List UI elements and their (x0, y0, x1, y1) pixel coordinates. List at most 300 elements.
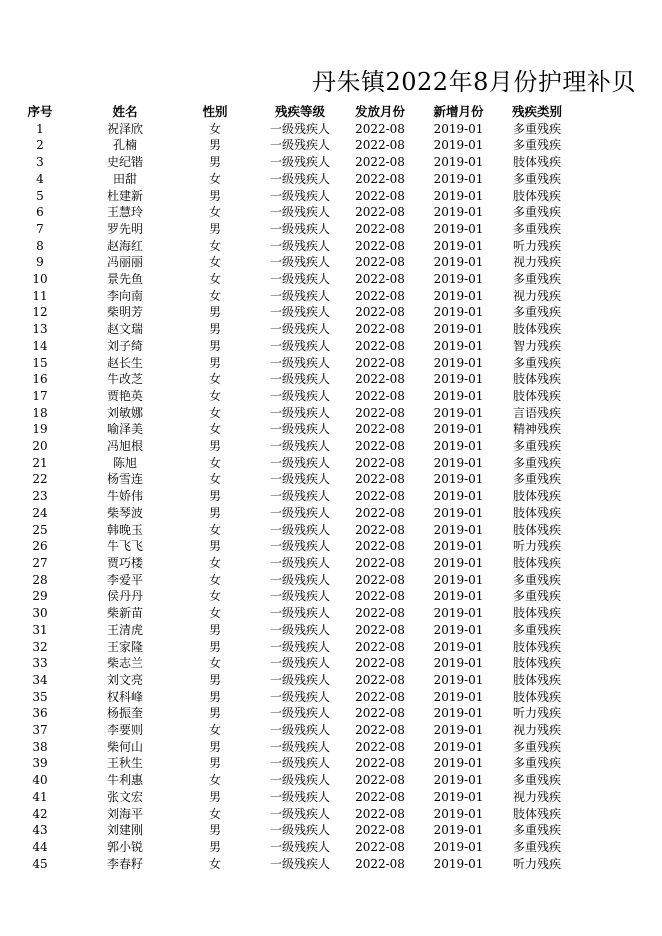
cell-added-month: 2019-01 (433, 405, 484, 420)
cell-index: 21 (32, 455, 48, 470)
table-row (0, 188, 577, 205)
cell-payment-month: 2022-08 (355, 622, 405, 637)
cell-payment-month: 2022-08 (355, 439, 405, 454)
cell-disability-level: 一级残疾人 (269, 706, 330, 721)
table-row (0, 204, 577, 221)
cell-added-month: 2019-01 (433, 455, 484, 470)
cell-payment-month: 2022-08 (355, 322, 405, 337)
cell-disability-type: 视力残疾 (512, 288, 561, 303)
cell-gender: 女 (208, 405, 221, 420)
cell-gender: 男 (208, 322, 221, 337)
cell-gender: 男 (208, 622, 221, 637)
cell-disability-type: 肢体残疾 (512, 505, 561, 520)
cell-name: 刘文亮 (106, 672, 143, 687)
cell-payment-month: 2022-08 (355, 388, 405, 403)
cell-name: 赵海红 (106, 238, 143, 253)
cell-disability-level: 一级残疾人 (269, 572, 330, 587)
cell-name: 史纪锴 (106, 155, 143, 170)
cell-payment-month: 2022-08 (355, 455, 405, 470)
cell-name: 罗先明 (106, 221, 143, 236)
cell-payment-month: 2022-08 (355, 205, 405, 220)
table-row (0, 321, 577, 338)
cell-disability-level: 一级残疾人 (269, 405, 330, 420)
cell-disability-type: 肢体残疾 (512, 522, 561, 537)
cell-disability-level: 一级残疾人 (269, 539, 330, 554)
table-row (0, 338, 577, 355)
cell-index: 32 (32, 639, 48, 654)
cell-added-month: 2019-01 (433, 639, 484, 654)
cell-disability-level: 一级残疾人 (269, 806, 330, 821)
cell-added-month: 2019-01 (433, 723, 484, 738)
cell-payment-month: 2022-08 (355, 572, 405, 587)
cell-disability-type: 多重残疾 (512, 773, 561, 788)
column-header-index: 序号 (27, 104, 53, 119)
cell-gender: 男 (208, 706, 221, 721)
table-row (0, 655, 577, 672)
cell-index: 17 (32, 388, 48, 403)
cell-index: 6 (36, 205, 44, 220)
cell-index: 36 (32, 706, 48, 721)
cell-gender: 女 (208, 171, 221, 186)
table-row (0, 488, 577, 505)
cell-name: 刘建刚 (106, 823, 143, 838)
cell-disability-type: 肢体残疾 (512, 689, 561, 704)
cell-added-month: 2019-01 (433, 672, 484, 687)
cell-added-month: 2019-01 (433, 171, 484, 186)
cell-disability-type: 听力残疾 (512, 856, 561, 871)
cell-name: 王清虎 (106, 622, 143, 637)
cell-name: 喻泽美 (106, 422, 143, 437)
cell-disability-level: 一级残疾人 (269, 305, 330, 320)
cell-gender: 女 (208, 856, 221, 871)
cell-disability-type: 多重残疾 (512, 472, 561, 487)
cell-disability-level: 一级残疾人 (269, 823, 330, 838)
cell-added-month: 2019-01 (433, 739, 484, 754)
document-title: 丹朱镇2022年8月份护理补贝 (312, 68, 636, 96)
cell-disability-type: 肢体残疾 (512, 656, 561, 671)
cell-disability-type: 听力残疾 (512, 706, 561, 721)
cell-gender: 女 (208, 255, 221, 270)
cell-disability-type: 多重残疾 (512, 272, 561, 287)
cell-disability-type: 多重残疾 (512, 355, 561, 370)
cell-payment-month: 2022-08 (355, 823, 405, 838)
table-row (0, 154, 577, 171)
cell-name: 赵长生 (106, 355, 143, 370)
cell-added-month: 2019-01 (433, 288, 484, 303)
cell-added-month: 2019-01 (433, 539, 484, 554)
cell-name: 冯旭根 (106, 439, 143, 454)
cell-index: 15 (32, 355, 48, 370)
cell-name: 牛飞飞 (106, 539, 143, 554)
cell-added-month: 2019-01 (433, 355, 484, 370)
cell-gender: 女 (208, 522, 221, 537)
cell-gender: 男 (208, 689, 221, 704)
cell-payment-month: 2022-08 (355, 272, 405, 287)
cell-gender: 女 (208, 472, 221, 487)
cell-name: 李爱平 (106, 572, 143, 587)
cell-gender: 女 (208, 656, 221, 671)
cell-name: 柴新苗 (106, 606, 143, 621)
cell-index: 10 (32, 272, 48, 287)
cell-disability-level: 一级残疾人 (269, 622, 330, 637)
cell-disability-type: 多重残疾 (512, 205, 561, 220)
table-row (0, 672, 577, 689)
table-row (0, 639, 577, 656)
cell-payment-month: 2022-08 (355, 155, 405, 170)
cell-disability-level: 一级残疾人 (269, 773, 330, 788)
cell-added-month: 2019-01 (433, 706, 484, 721)
table-row (0, 588, 577, 605)
cell-index: 42 (32, 806, 48, 821)
table-row (0, 822, 577, 839)
cell-payment-month: 2022-08 (355, 372, 405, 387)
cell-disability-type: 多重残疾 (512, 823, 561, 838)
cell-name: 韩晚玉 (106, 522, 143, 537)
cell-gender: 男 (208, 639, 221, 654)
cell-disability-type: 多重残疾 (512, 622, 561, 637)
cell-added-month: 2019-01 (433, 806, 484, 821)
cell-disability-type: 视力残疾 (512, 255, 561, 270)
cell-disability-level: 一级残疾人 (269, 489, 330, 504)
cell-gender: 男 (208, 188, 221, 203)
cell-name: 刘海平 (106, 806, 143, 821)
cell-gender: 男 (208, 155, 221, 170)
cell-gender: 女 (208, 589, 221, 604)
cell-name: 侯丹丹 (106, 589, 143, 604)
table-row (0, 238, 577, 255)
cell-disability-level: 一级残疾人 (269, 589, 330, 604)
cell-index: 43 (32, 823, 48, 838)
cell-index: 4 (36, 171, 44, 186)
cell-gender: 男 (208, 789, 221, 804)
cell-payment-month: 2022-08 (355, 522, 405, 537)
table-row (0, 689, 577, 706)
table-row (0, 522, 577, 539)
cell-payment-month: 2022-08 (355, 723, 405, 738)
cell-added-month: 2019-01 (433, 238, 484, 253)
cell-added-month: 2019-01 (433, 155, 484, 170)
cell-gender: 女 (208, 372, 221, 387)
cell-index: 37 (32, 723, 48, 738)
cell-added-month: 2019-01 (433, 489, 484, 504)
cell-added-month: 2019-01 (433, 839, 484, 854)
cell-payment-month: 2022-08 (355, 171, 405, 186)
header-row (0, 104, 577, 121)
cell-disability-level: 一级残疾人 (269, 505, 330, 520)
cell-index: 35 (32, 689, 48, 704)
cell-disability-type: 多重残疾 (512, 739, 561, 754)
cell-name: 赵文瑞 (106, 322, 143, 337)
cell-name: 李春籽 (106, 856, 143, 871)
table-row (0, 705, 577, 722)
column-header-gender: 性别 (202, 104, 228, 119)
cell-gender: 女 (208, 606, 221, 621)
cell-disability-type: 视力残疾 (512, 723, 561, 738)
cell-disability-level: 一级残疾人 (269, 355, 330, 370)
cell-payment-month: 2022-08 (355, 856, 405, 871)
cell-name: 杨振奎 (106, 706, 143, 721)
cell-disability-type: 多重残疾 (512, 439, 561, 454)
cell-name: 郭小锐 (106, 839, 143, 854)
cell-gender: 男 (208, 539, 221, 554)
cell-index: 8 (36, 238, 44, 253)
cell-disability-type: 多重残疾 (512, 839, 561, 854)
cell-payment-month: 2022-08 (355, 405, 405, 420)
cell-disability-type: 肢体残疾 (512, 322, 561, 337)
cell-name: 孔楠 (112, 138, 137, 153)
cell-gender: 女 (208, 272, 221, 287)
cell-name: 田甜 (112, 171, 137, 186)
cell-disability-level: 一级残疾人 (269, 388, 330, 403)
cell-payment-month: 2022-08 (355, 338, 405, 353)
cell-payment-month: 2022-08 (355, 255, 405, 270)
cell-disability-level: 一级残疾人 (269, 739, 330, 754)
cell-payment-month: 2022-08 (355, 639, 405, 654)
table-row (0, 304, 577, 321)
table-row (0, 421, 577, 438)
cell-name: 贾巧楼 (106, 555, 143, 570)
table-row (0, 722, 577, 739)
cell-name: 柴琴波 (106, 505, 143, 520)
recipient-table (0, 104, 577, 872)
cell-disability-level: 一级残疾人 (269, 272, 330, 287)
cell-disability-type: 多重残疾 (512, 171, 561, 186)
cell-disability-level: 一级残疾人 (269, 723, 330, 738)
cell-index: 12 (32, 305, 48, 320)
cell-index: 40 (32, 773, 48, 788)
cell-gender: 女 (208, 121, 221, 136)
cell-name: 柴何山 (106, 739, 143, 754)
cell-disability-type: 多重残疾 (512, 572, 561, 587)
cell-payment-month: 2022-08 (355, 121, 405, 136)
cell-payment-month: 2022-08 (355, 188, 405, 203)
table-row (0, 355, 577, 372)
table-row (0, 605, 577, 622)
cell-index: 5 (36, 188, 44, 203)
cell-disability-level: 一级残疾人 (269, 639, 330, 654)
cell-index: 18 (32, 405, 48, 420)
cell-payment-month: 2022-08 (355, 422, 405, 437)
cell-disability-level: 一级残疾人 (269, 205, 330, 220)
cell-name: 冯丽丽 (106, 255, 143, 270)
cell-disability-level: 一级残疾人 (269, 672, 330, 687)
cell-gender: 男 (208, 355, 221, 370)
cell-disability-level: 一级残疾人 (269, 155, 330, 170)
cell-index: 1 (36, 121, 44, 136)
table-row (0, 288, 577, 305)
cell-payment-month: 2022-08 (355, 288, 405, 303)
cell-disability-type: 肢体残疾 (512, 489, 561, 504)
cell-added-month: 2019-01 (433, 322, 484, 337)
table-row (0, 622, 577, 639)
cell-payment-month: 2022-08 (355, 606, 405, 621)
cell-added-month: 2019-01 (433, 372, 484, 387)
cell-index: 2 (36, 138, 44, 153)
table-row (0, 137, 577, 154)
cell-disability-level: 一级残疾人 (269, 372, 330, 387)
cell-disability-type: 多重残疾 (512, 138, 561, 153)
cell-index: 31 (32, 622, 48, 637)
cell-name: 王慧玲 (106, 205, 143, 220)
cell-index: 26 (32, 539, 48, 554)
cell-disability-type: 视力残疾 (512, 789, 561, 804)
cell-payment-month: 2022-08 (355, 472, 405, 487)
cell-gender: 女 (208, 773, 221, 788)
cell-disability-level: 一级残疾人 (269, 221, 330, 236)
cell-name: 刘子绮 (106, 338, 143, 353)
cell-disability-level: 一级残疾人 (269, 656, 330, 671)
cell-gender: 男 (208, 489, 221, 504)
cell-added-month: 2019-01 (433, 555, 484, 570)
cell-disability-level: 一级残疾人 (269, 455, 330, 470)
cell-name: 景先鱼 (106, 272, 143, 287)
cell-added-month: 2019-01 (433, 121, 484, 136)
cell-disability-level: 一级残疾人 (269, 171, 330, 186)
column-header-payment-month: 发放月份 (354, 104, 405, 119)
cell-disability-level: 一级残疾人 (269, 856, 330, 871)
cell-gender: 女 (208, 723, 221, 738)
table-row (0, 505, 577, 522)
cell-payment-month: 2022-08 (355, 489, 405, 504)
cell-payment-month: 2022-08 (355, 739, 405, 754)
cell-payment-month: 2022-08 (355, 706, 405, 721)
cell-index: 3 (36, 155, 44, 170)
cell-index: 20 (32, 439, 48, 454)
cell-added-month: 2019-01 (433, 221, 484, 236)
cell-added-month: 2019-01 (433, 138, 484, 153)
cell-name: 牛娇伟 (106, 489, 143, 504)
cell-payment-month: 2022-08 (355, 539, 405, 554)
cell-payment-month: 2022-08 (355, 756, 405, 771)
cell-gender: 男 (208, 839, 221, 854)
table-row (0, 254, 577, 271)
table-row (0, 471, 577, 488)
cell-name: 牛利惠 (106, 773, 143, 788)
column-header-name: 姓名 (112, 104, 138, 119)
cell-payment-month: 2022-08 (355, 221, 405, 236)
cell-index: 7 (36, 221, 44, 236)
cell-disability-type: 肢体残疾 (512, 639, 561, 654)
table-row (0, 555, 577, 572)
cell-disability-level: 一级残疾人 (269, 689, 330, 704)
cell-added-month: 2019-01 (433, 823, 484, 838)
cell-index: 41 (32, 789, 48, 804)
table-row (0, 121, 577, 138)
cell-gender: 男 (208, 138, 221, 153)
cell-added-month: 2019-01 (433, 272, 484, 287)
cell-index: 16 (32, 372, 48, 387)
cell-name: 李要则 (106, 723, 143, 738)
cell-disability-level: 一级残疾人 (269, 121, 330, 136)
cell-name: 王秋生 (106, 756, 143, 771)
cell-gender: 女 (208, 455, 221, 470)
cell-gender: 女 (208, 205, 221, 220)
table-row (0, 455, 577, 472)
cell-disability-level: 一级残疾人 (269, 555, 330, 570)
cell-index: 22 (32, 472, 48, 487)
cell-added-month: 2019-01 (433, 689, 484, 704)
cell-disability-type: 肢体残疾 (512, 555, 561, 570)
cell-disability-type: 肢体残疾 (512, 806, 561, 821)
cell-payment-month: 2022-08 (355, 238, 405, 253)
cell-payment-month: 2022-08 (355, 305, 405, 320)
cell-disability-level: 一级残疾人 (269, 138, 330, 153)
table-row (0, 371, 577, 388)
cell-payment-month: 2022-08 (355, 589, 405, 604)
cell-disability-level: 一级残疾人 (269, 338, 330, 353)
cell-added-month: 2019-01 (433, 606, 484, 621)
cell-gender: 男 (208, 338, 221, 353)
cell-index: 11 (32, 288, 48, 303)
cell-disability-level: 一级残疾人 (269, 288, 330, 303)
cell-gender: 男 (208, 305, 221, 320)
cell-index: 19 (32, 422, 48, 437)
cell-added-month: 2019-01 (433, 856, 484, 871)
table-row (0, 806, 577, 823)
column-header-disability-type: 残疾类别 (511, 104, 562, 119)
cell-payment-month: 2022-08 (355, 689, 405, 704)
table-row (0, 221, 577, 238)
cell-disability-type: 肢体残疾 (512, 155, 561, 170)
cell-added-month: 2019-01 (433, 205, 484, 220)
cell-disability-level: 一级残疾人 (269, 439, 330, 454)
cell-index: 34 (32, 672, 48, 687)
cell-gender: 男 (208, 672, 221, 687)
table-row (0, 755, 577, 772)
cell-disability-type: 多重残疾 (512, 305, 561, 320)
cell-added-month: 2019-01 (433, 338, 484, 353)
cell-gender: 男 (208, 221, 221, 236)
cell-index: 24 (32, 505, 48, 520)
cell-added-month: 2019-01 (433, 472, 484, 487)
cell-disability-type: 听力残疾 (512, 539, 561, 554)
table-row (0, 438, 577, 455)
table-row (0, 171, 577, 188)
cell-added-month: 2019-01 (433, 439, 484, 454)
cell-payment-month: 2022-08 (355, 806, 405, 821)
table-row (0, 856, 577, 873)
cell-disability-type: 多重残疾 (512, 221, 561, 236)
cell-name: 杨雪连 (106, 472, 143, 487)
table-header (0, 104, 577, 121)
table-row (0, 739, 577, 756)
cell-disability-type: 肢体残疾 (512, 388, 561, 403)
cell-added-month: 2019-01 (433, 255, 484, 270)
table-row (0, 572, 577, 589)
cell-name: 柴志兰 (106, 656, 143, 671)
cell-gender: 女 (208, 238, 221, 253)
table-row (0, 271, 577, 288)
cell-disability-level: 一级残疾人 (269, 322, 330, 337)
column-header-disability-level: 残疾等级 (274, 104, 325, 119)
cell-gender: 男 (208, 756, 221, 771)
cell-name: 杜建新 (106, 188, 143, 203)
cell-gender: 男 (208, 505, 221, 520)
cell-index: 30 (32, 606, 48, 621)
cell-added-month: 2019-01 (433, 756, 484, 771)
cell-name: 牛改芝 (106, 372, 143, 387)
cell-gender: 女 (208, 388, 221, 403)
cell-gender: 女 (208, 288, 221, 303)
column-header-added-month: 新增月份 (433, 104, 484, 119)
cell-disability-level: 一级残疾人 (269, 606, 330, 621)
cell-gender: 男 (208, 739, 221, 754)
cell-gender: 女 (208, 806, 221, 821)
cell-name: 柴明芳 (106, 305, 143, 320)
cell-disability-level: 一级残疾人 (269, 422, 330, 437)
cell-name: 李向南 (106, 288, 143, 303)
cell-disability-type: 智力残疾 (512, 338, 561, 353)
